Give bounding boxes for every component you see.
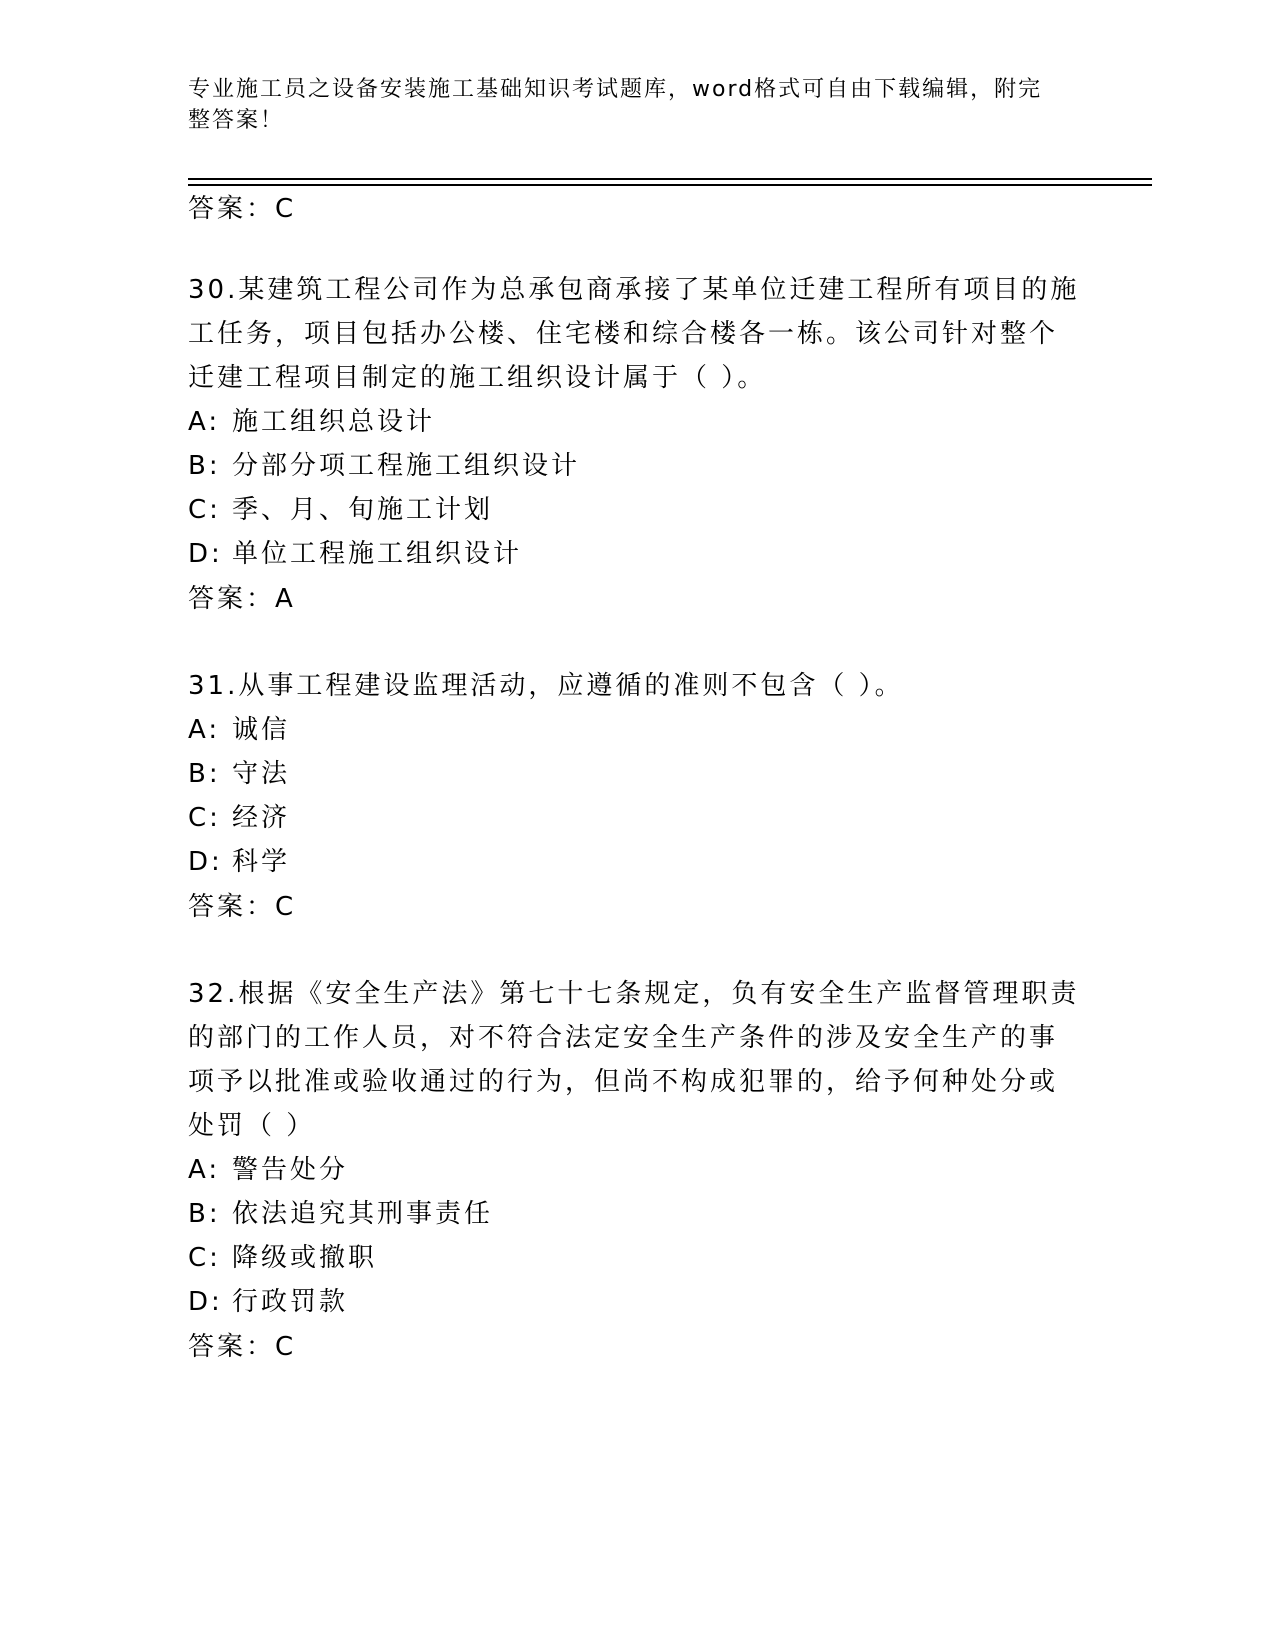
option-letter: B: (188, 1199, 221, 1229)
option-text: 守法 (232, 759, 291, 789)
answer-label: 答案： (188, 584, 276, 614)
header-rule-bottom (188, 184, 1152, 186)
option-letter: B: (188, 451, 221, 481)
option-text: 科学 (232, 847, 291, 877)
page-header (188, 74, 1068, 136)
question-number: 31. (188, 671, 239, 701)
question-stem-line: 处罚（ ） (188, 1111, 316, 1141)
answer-value: C (275, 194, 297, 224)
question-stem-line: 32.根据《安全生产法》第七十七条规定，负有安全生产监督管理职责 (188, 979, 1080, 1009)
option-letter: C: (188, 495, 221, 525)
option-text: 分部分项工程施工组织设计 (232, 451, 581, 481)
option-d (188, 1286, 348, 1318)
header-line-1: 专业施工员之设备安装施工基础知识考试题库，word格式可自由下载编辑，附完 (188, 77, 1043, 102)
option-text: 施工组织总设计 (232, 407, 436, 437)
option-c (188, 1242, 377, 1274)
answer-line (188, 1331, 296, 1363)
question-stem-line: 项予以批准或验收通过的行为，但尚不构成犯罪的，给予何种处分或 (188, 1067, 1059, 1097)
option-text: 季、月、旬施工计划 (232, 495, 494, 525)
option-a (188, 406, 435, 438)
option-text: 降级或撤职 (232, 1243, 378, 1273)
answer-label: 答案： (188, 892, 276, 922)
answer-value: A (275, 584, 296, 614)
answer-value: C (275, 892, 297, 922)
answer-label: 答案： (188, 194, 276, 224)
option-c (188, 802, 290, 834)
option-b (188, 758, 290, 790)
option-letter: D: (188, 847, 223, 877)
option-letter: A: (188, 1155, 221, 1185)
answer-line (188, 583, 296, 615)
question-stem-line: 30.某建筑工程公司作为总承包商承接了某单位迁建工程所有项目的施 (188, 275, 1080, 305)
option-letter: C: (188, 803, 221, 833)
option-b (188, 1198, 493, 1230)
answer-label: 答案： (188, 1332, 276, 1362)
question-stem-line: 迁建工程项目制定的施工组织设计属于（ ）。 (188, 363, 767, 393)
option-a (188, 714, 290, 746)
answer-line (188, 891, 296, 923)
option-d (188, 538, 522, 570)
option-text: 依法追究其刑事责任 (232, 1199, 494, 1229)
option-b (188, 450, 580, 482)
header-line-2: 整答案！ (188, 108, 285, 133)
option-letter: A: (188, 715, 221, 745)
header-rule-top (188, 178, 1152, 180)
option-d (188, 846, 290, 878)
option-a (188, 1154, 348, 1186)
question-stem-line: 的部门的工作人员，对不符合法定安全生产条件的涉及安全生产的事 (188, 1023, 1059, 1053)
option-letter: C: (188, 1243, 221, 1273)
option-text: 经济 (232, 803, 291, 833)
prev-answer-line (188, 193, 296, 225)
question-number: 30. (188, 275, 239, 305)
option-text: 诚信 (232, 715, 291, 745)
option-c (188, 494, 493, 526)
option-letter: D: (188, 1287, 223, 1317)
option-letter: A: (188, 407, 221, 437)
question-stem-line: 工任务，项目包括办公楼、住宅楼和综合楼各一栋。该公司针对整个 (188, 319, 1059, 349)
option-letter: D: (188, 539, 223, 569)
question-number: 32. (188, 979, 239, 1009)
option-text: 行政罚款 (232, 1287, 349, 1317)
option-text: 单位工程施工组织设计 (232, 539, 523, 569)
question-stem-line: 31.从事工程建设监理活动，应遵循的准则不包含（ ）。 (188, 671, 904, 701)
answer-value: C (275, 1332, 297, 1362)
option-letter: B: (188, 759, 221, 789)
option-text: 警告处分 (232, 1155, 349, 1185)
